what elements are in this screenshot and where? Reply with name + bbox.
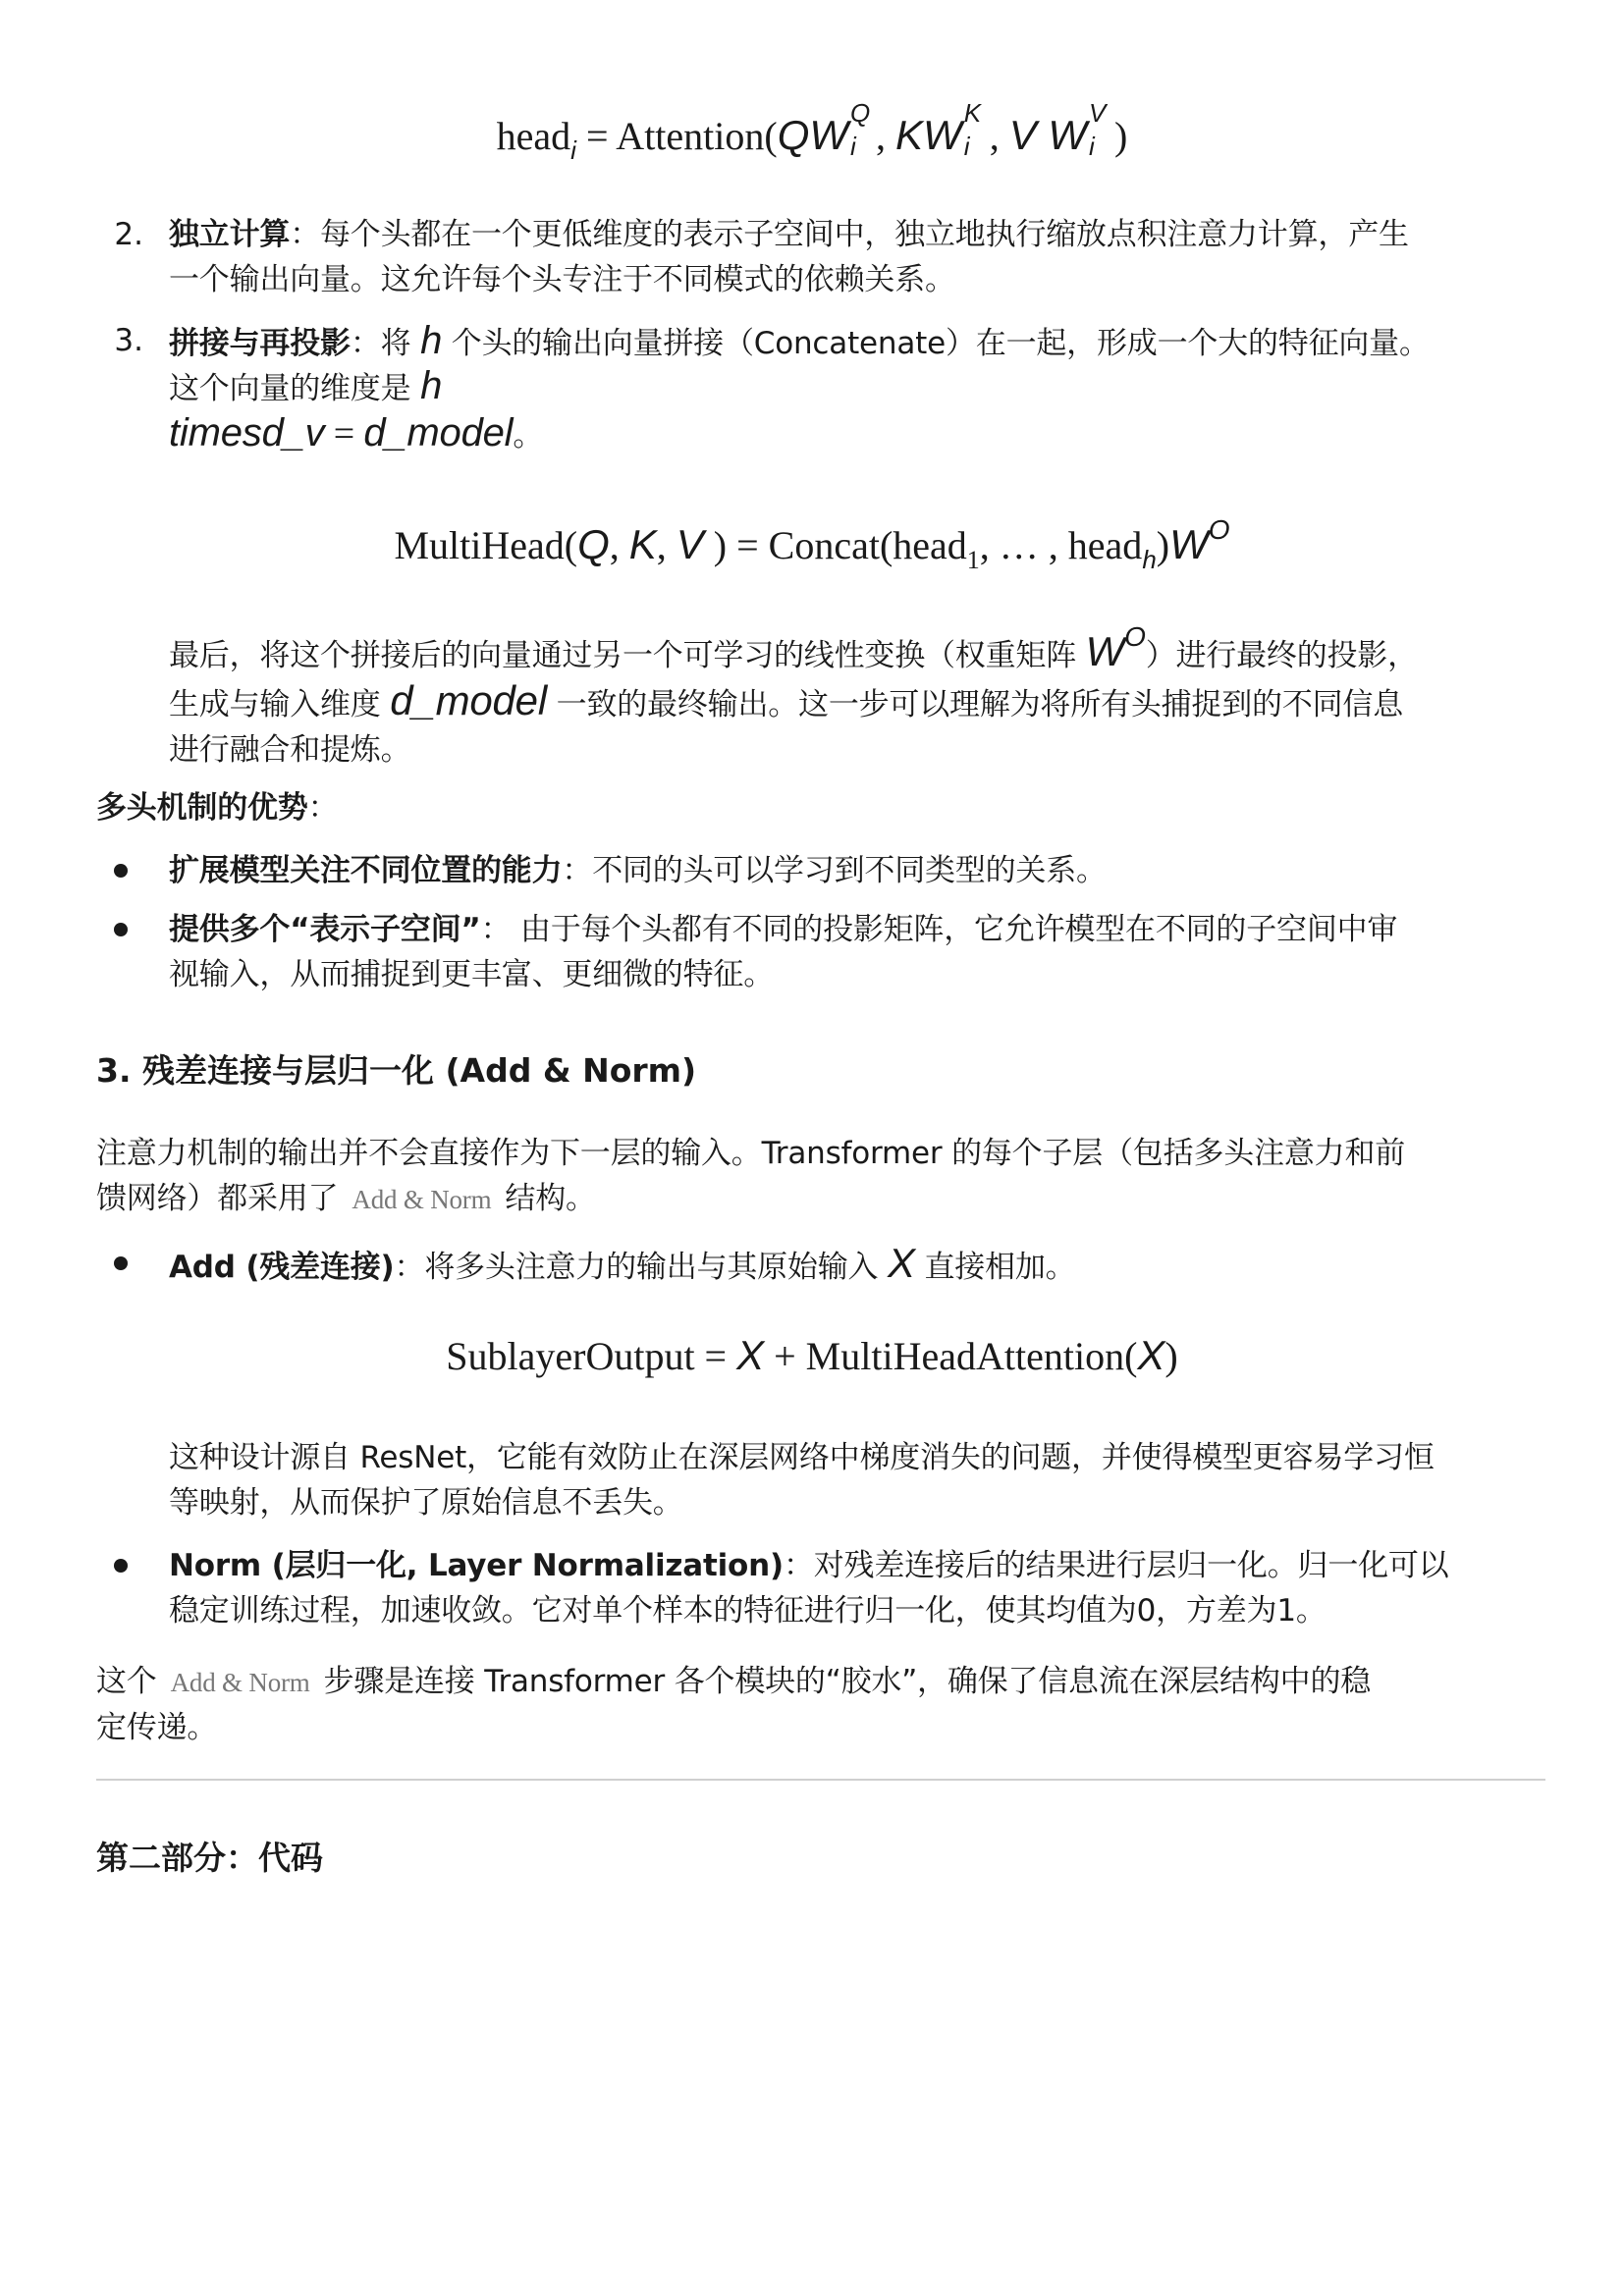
formula-variable: X: [1137, 1332, 1165, 1378]
paragraph-text: 注意力机制的输出并不会直接作为下一层的输入。Transformer 的每个子层（包括多头注意力和前: [96, 1136, 1406, 1171]
formula-variable: K: [628, 521, 657, 567]
paragraph-text: 馈网络）都采用了: [96, 1181, 339, 1216]
formula-text: MultiHead(: [394, 523, 578, 567]
list-item-text: 个头的输出向量拼接（Concatenate）在一起，形成一个大的特征向量。: [442, 326, 1430, 361]
advantages-title: [96, 785, 338, 830]
formula-variable: X: [736, 1332, 765, 1378]
formula-subscript: i: [1089, 132, 1095, 161]
math-variable: W: [1085, 628, 1125, 674]
formula-supsub: [1087, 98, 1114, 161]
math-variable: timesd_v: [169, 411, 325, 454]
norm-item: [169, 1543, 1563, 1633]
formula-text: ,: [876, 114, 896, 158]
paragraph-text: 一致的最终输出。这一步可以理解为将所有头捕捉到的不同信息: [546, 687, 1404, 722]
inline-code: Add & Norm: [352, 1185, 492, 1214]
horizontal-divider: [96, 1779, 1545, 1781]
paragraph-text: ）进行最终的投影，: [1145, 638, 1418, 673]
list-number: 2.: [114, 217, 143, 252]
advantage-item: [169, 848, 1563, 893]
final-projection-paragraph: [169, 614, 1563, 773]
paragraph-text: 定传递。: [96, 1710, 218, 1745]
formula-subscript: i: [963, 132, 970, 161]
formula-variable: V W: [1008, 112, 1088, 158]
resnet-paragraph: [169, 1435, 1563, 1525]
list-item-term: 拼接与再投影: [169, 326, 351, 361]
list-item-independent-compute: [169, 212, 1563, 302]
math-variable: h: [420, 319, 443, 362]
formula-variable: QW: [777, 112, 849, 158]
formula-text: ): [1164, 1334, 1178, 1378]
list-item-text-line: [169, 408, 1563, 460]
list-item-concat-projection: [169, 318, 1563, 366]
formula-variable: V: [676, 521, 704, 567]
list-item-text: 一个输出向量。这允许每个头专注于不同模式的依赖关系。: [169, 262, 955, 297]
paragraph-text: 等映射，从而保护了原始信息不丢失。: [169, 1485, 683, 1521]
norm-term: Norm (层归一化, Layer Normalization): [169, 1548, 784, 1583]
formula-text: ): [1114, 114, 1128, 158]
formula-subscript: h: [1142, 545, 1157, 574]
formula-variable: KW: [895, 112, 962, 158]
formula-head-attention: [0, 98, 1624, 165]
norm-text: ：对残差连接后的结果进行层归一化。归一化可以: [783, 1548, 1449, 1583]
bullet-dot: [114, 923, 128, 936]
list-item-term: 独立计算: [169, 217, 291, 252]
math-variable: d_model: [363, 411, 514, 454]
inline-code: Add & Norm: [170, 1668, 310, 1697]
paragraph-text: 这种设计源自 ResNet，它能有效防止在深层网络中梯度消失的问题，并使得模型更容易学习恒: [169, 1440, 1435, 1475]
paragraph-text: 最后，将这个拼接后的向量通过另一个可学习的线性变换（权重矩阵: [169, 638, 1086, 673]
formula-text: ,: [656, 523, 677, 567]
advantage-text: ：不同的头可以学习到不同类型的关系。: [562, 853, 1107, 888]
section-intro-paragraph: [96, 1131, 1549, 1222]
formula-text: ,: [989, 114, 1009, 158]
math-superscript: O: [1124, 621, 1146, 652]
advantage-term: 提供多个“表示子空间”: [169, 912, 481, 947]
list-number: 3.: [114, 323, 143, 358]
formula-superscript: O: [1208, 514, 1230, 545]
formula-text: head: [496, 114, 571, 158]
advantage-term: 扩展模型关注不同位置的能力: [169, 853, 563, 888]
add-item: [169, 1241, 1563, 1290]
formula-variable: W: [1169, 521, 1209, 567]
part-heading: 第二部分：代码: [96, 1839, 323, 1877]
bullet-dot: [114, 1256, 128, 1270]
list-item-text: 这个向量的维度是: [169, 371, 421, 406]
advantage-text: 视输入，从而捕捉到更丰富、更细微的特征。: [169, 957, 774, 992]
formula-text: SublayerOutput =: [446, 1334, 737, 1378]
paragraph-text: 生成与输入维度: [169, 687, 391, 722]
advantages-title-text: 多头机制的优势: [96, 790, 308, 826]
math-variable: X: [887, 1240, 915, 1286]
formula-supsub: [962, 98, 990, 161]
paragraph-text: 结构。: [505, 1181, 596, 1216]
norm-text: 稳定训练过程，加速收敛。它对单个样本的特征进行归一化，使其均值为0，方差为1。: [169, 1593, 1326, 1629]
formula-supsub: [848, 98, 876, 161]
formula-text: + MultiHeadAttention(: [764, 1334, 1138, 1378]
punctuation: ：: [307, 790, 339, 826]
formula-text: ): [1156, 523, 1170, 567]
list-item-text: ：每个头都在一个更低维度的表示子空间中，独立地执行缩放点积注意力计算，产生: [290, 217, 1409, 252]
list-item-text-line: [169, 363, 1563, 411]
bullet-dot: [114, 864, 128, 878]
math-variable: h: [420, 364, 443, 407]
list-item-text: ：将: [350, 326, 421, 361]
paragraph-text: 进行融合和提炼。: [169, 732, 411, 768]
formula-superscript: V: [1089, 98, 1107, 128]
formula-text: , … , head: [979, 523, 1143, 567]
section-heading: 3. 残差连接与层归一化 (Add & Norm): [96, 1051, 697, 1090]
bullet-dot: [114, 1559, 128, 1573]
paragraph-text: 这个: [96, 1664, 157, 1699]
formula-superscript: K: [963, 98, 982, 128]
advantage-text: ： 由于每个头都有不同的投影矩阵，它允许模型在不同的子空间中审: [480, 912, 1398, 947]
paragraph-text: 步骤是连接 Transformer 各个模块的“胶水”，确保了信息流在深层结构中的稳: [323, 1664, 1372, 1699]
math-operator: =: [324, 413, 364, 454]
formula-variable: Q: [577, 521, 610, 567]
formula-sublayer-output: [0, 1332, 1624, 1378]
formula-text: ) = Concat(head: [703, 523, 967, 567]
advantage-item: [169, 907, 1563, 997]
math-variable: d_model: [390, 677, 547, 723]
add-text: 直接相加。: [914, 1250, 1076, 1285]
formula-multihead: [0, 516, 1624, 573]
formula-subscript: 1: [966, 546, 980, 574]
add-text: ：将多头注意力的输出与其原始输入: [394, 1250, 888, 1285]
list-item-text: 。: [513, 418, 544, 454]
glue-paragraph: [96, 1659, 1549, 1750]
add-term: Add (残差连接): [169, 1250, 395, 1285]
formula-text: = Attention(: [575, 114, 778, 158]
formula-subscript: i: [570, 135, 576, 165]
formula-superscript: Q: [850, 98, 871, 128]
formula-subscript: i: [850, 132, 856, 161]
formula-text: ,: [609, 523, 629, 567]
